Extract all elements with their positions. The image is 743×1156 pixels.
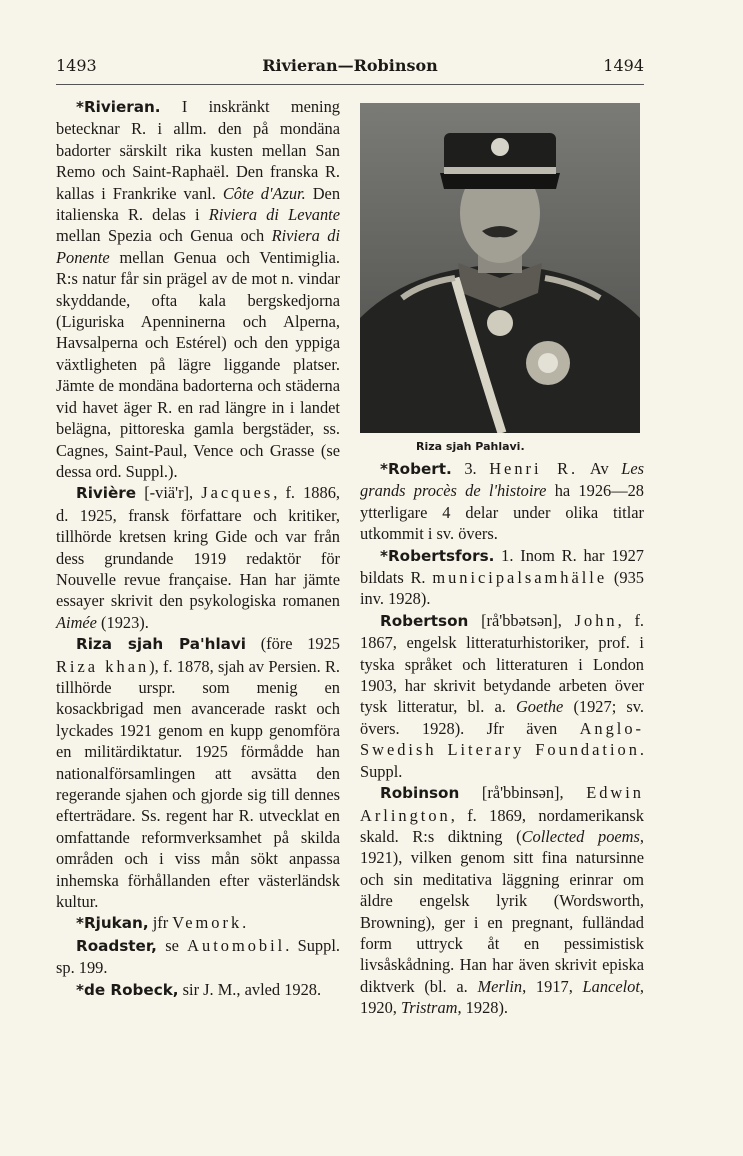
column-left [56,96,340,1001]
entry-robertson: Robertson [rå'bbətsən], John, f. 1867, engelsk litteraturhistoriker, prof. i tyska språket och litteraturen i London 1903, har skrivit betydande arbeten över tysk litteratur, bl. a. Goethe (1927; sv. övers. 1928). Jfr även Anglo-Swedish Literary Foundation. Suppl. [360,610,644,781]
header-title: Rivieran—Robinson [262,56,438,75]
page-number-left: 1493 [56,56,97,75]
entry-robinson: Robinson [rå'bbinsən], Edwin Arlington, f. 1869, nordamerikansk skald. R:s diktning (Collected poems, 1921), vilken genom sitt fina natursinne och sin meditativa läggning erinrar om äldre engelsk lyrik (Wordsworth, Browning), ger i en pregnant, fulländad form uttryck åt en pessimistisk livsåskådning. Han har även skrivit episka diktverk (bl. a. Merlin, 1917, Lancelot, 1920, Tristram, 1928). [360,783,645,1018]
header-rule [56,84,644,85]
portrait-illustration [360,103,640,433]
entry-de-robeck: *de Robeck, sir J. M., avled 1928. [76,979,322,999]
entry-roadster: Roadster, se Automobil. Suppl. sp. 199. [56,935,340,978]
page-header [56,56,644,82]
column-right [360,458,644,1019]
page-number-right: 1494 [603,56,644,75]
portrait-photo [360,103,640,433]
entry-robertsfors: *Robertsfors. 1. Inom R. har 1927 bildats R. municipalsamhälle (935 inv. 1928). [360,545,644,609]
entry-robert: *Robert. 3. Henri R. Av Les grands procès de l'histoire ha 1926—28 ytterligare 4 delar under olika titlar utkommit i sv. övers. [360,459,644,544]
entry-riviere: Rivière [-viä'r], Jacques, f. 1886, d. 1925, fransk författare och kritiker, tillhörde kretsen kring Gide och var från dess grundande 1919 redaktör för Nouvelle revue française. Han har jämte essayer skrivit den psykologiska romanen Aimée (1923). [56,483,340,632]
entry-rjukan: *Rjukan, jfr Vemork. [76,913,247,933]
photo-caption: Riza sjah Pahlavi. [416,440,525,453]
entry-rivieran: *Rivieran. I inskränkt mening betecknar R. i allm. den på mondäna badorter särskilt rika kusten mellan San Remo och Saint-Raphaël. Den franska R. kallas i Frankrike vanl. Côte d'Azur. Den italienska R. delas i Riviera di Levante mellan Spezia och Genua och Riviera di Ponente mellan Genua och Ventimiglia. R:s natur får sin prägel av de mot n. vindar skyddande, ofta kala bergskedjorna (Liguriska Apenninerna och Alperna, Havsalperna och Estérel) och den yppiga växtligheten på lägre liggande platser. Jämte de mondäna badorterna och städerna vid havet äger R. en rad längre in i landet belägna, pittoreska gamla bergstäder, ss. Cagnes, Saint-Paul, Vence och Grasse (se dessa ord. Suppl.). [56,97,341,481]
entry-riza-sjah: Riza sjah Pa'hlavi (före 1925 Riza khan), f. 1878, sjah av Persien. R. tillhörde urspr. som menig en kosackbrigad men avancerade raskt och lyckades 1921 genom en kupp genomföra en militärdiktatur. 1925 förmådde han nationalförsamlingen att avsätta den regerande sjahen och gjorde sig till dennes efterträdare. Ss. regent har R. utvecklat en omfattande reformverksamhet på skilda områden och i viss mån sökt anpassa inhemska förhållanden efter västerländsk kultur. [56,634,340,912]
